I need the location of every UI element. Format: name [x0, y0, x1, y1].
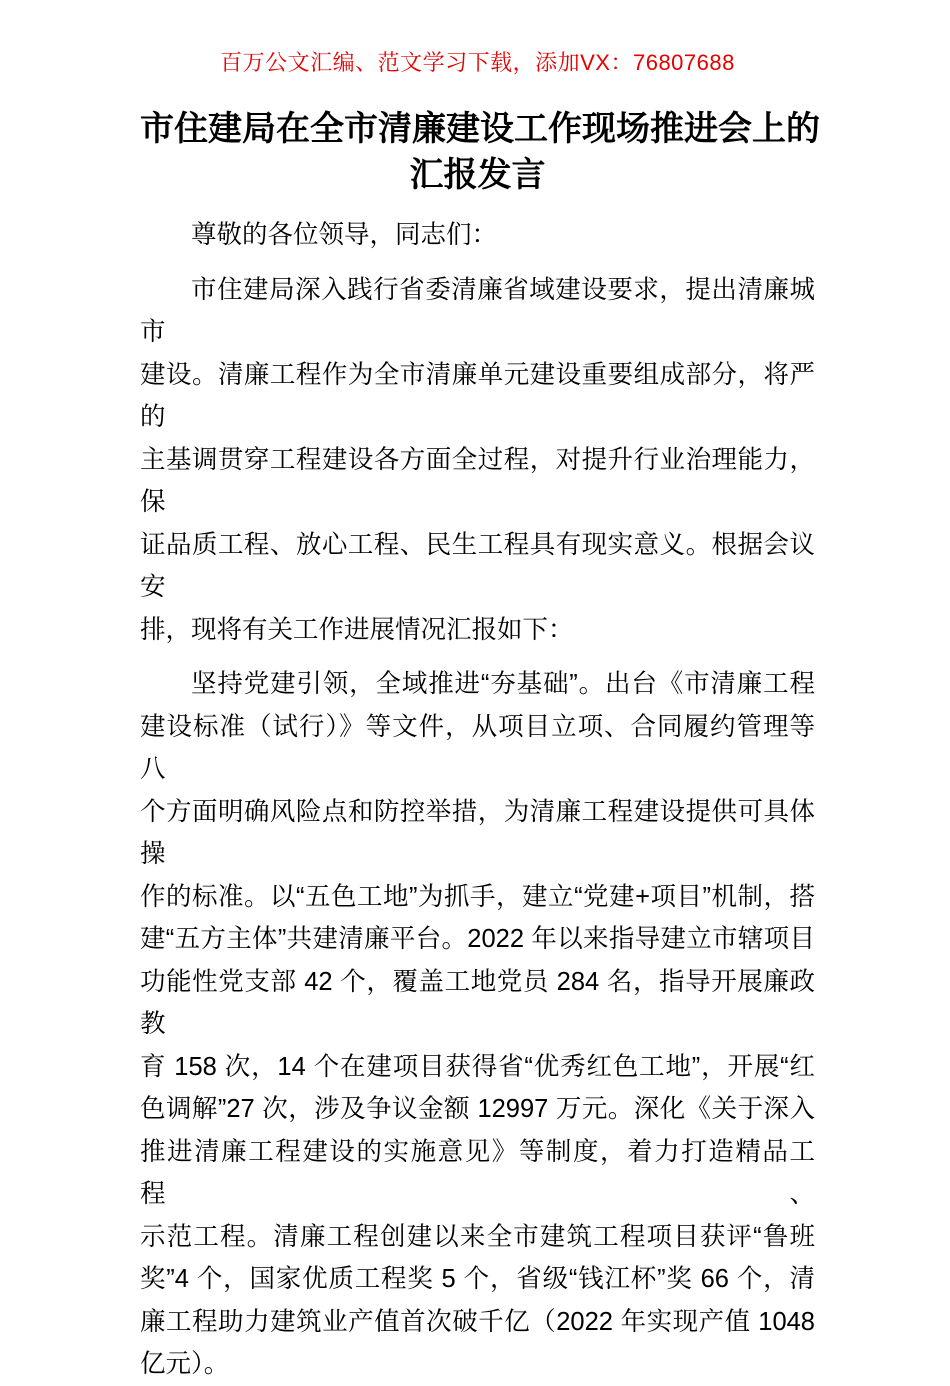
text-line: 个方面明确风险点和防控举措，为清廉工程建设提供可具体操 [140, 797, 815, 868]
text-line: 证品质工程、放心工程、民生工程具有现实意义。根据会议安 [140, 530, 815, 601]
text-line: 坚持党建引领，全域推进“夯基础”。出台《市清廉工程 [191, 670, 815, 698]
text-line: 功能性党支部 42 个，覆盖工地党员 284 名，指导开展廉政教 [140, 967, 815, 1038]
text-line: 市住建局深入践行省委清廉省域建设要求，提出清廉城市 [140, 275, 815, 346]
text-line: 廉工程助力建筑业产值首次破千亿（2022 年实现产值 1048 [140, 1307, 815, 1336]
text-line: 亿元）。 [140, 1350, 230, 1378]
promo-notice: 百万公文汇编、范文学习下载，添加VX：76807688 [220, 50, 735, 75]
text-line: 色调解”27 次，涉及争议金额 12997 万元。深化《关于深入 [140, 1095, 815, 1123]
greeting-line: 尊敬的各位领导，同志们： [191, 221, 498, 249]
text-line: 建设标准（试行）》等文件，从项目立项、合同履约管理等八 [140, 712, 815, 783]
text-line: 排，现将有关工作进展情况汇报如下： [140, 615, 574, 644]
title-line-1: 市住建局在全市清廉建设工作现场推进会上的 [140, 110, 820, 148]
text-line: 建设。清廉工程作为全市清廉单元建设重要组成部分，将严的 [140, 360, 815, 431]
paragraph-1 [140, 269, 815, 652]
text-line: 育 158 次，14 个在建项目获得省“优秀红色工地”，开展“红 [140, 1052, 815, 1081]
document-title [140, 106, 820, 198]
paragraph-2 [140, 663, 815, 1386]
text-line: 推进清廉工程建设的实施意见》等制度，着力打造精品工程、 [140, 1137, 815, 1208]
text-line: 主基调贯穿工程建设各方面全过程，对提升行业治理能力，保 [140, 445, 815, 516]
text-line: 建“五方主体”共建清廉平台。2022 年以来指导建立市辖项目 [140, 925, 815, 953]
text-line: 示范工程。清廉工程创建以来全市建筑工程项目获评“鲁班 [140, 1222, 815, 1251]
text-line: 作的标准。以“五色工地”为抓手，建立“党建+项目”机制，搭 [140, 882, 815, 911]
title-line-2: 汇报发言 [409, 156, 546, 194]
text-line: 奖”4 个，国家优质工程奖 5 个，省级“钱江杯”奖 66 个，清 [140, 1265, 815, 1293]
